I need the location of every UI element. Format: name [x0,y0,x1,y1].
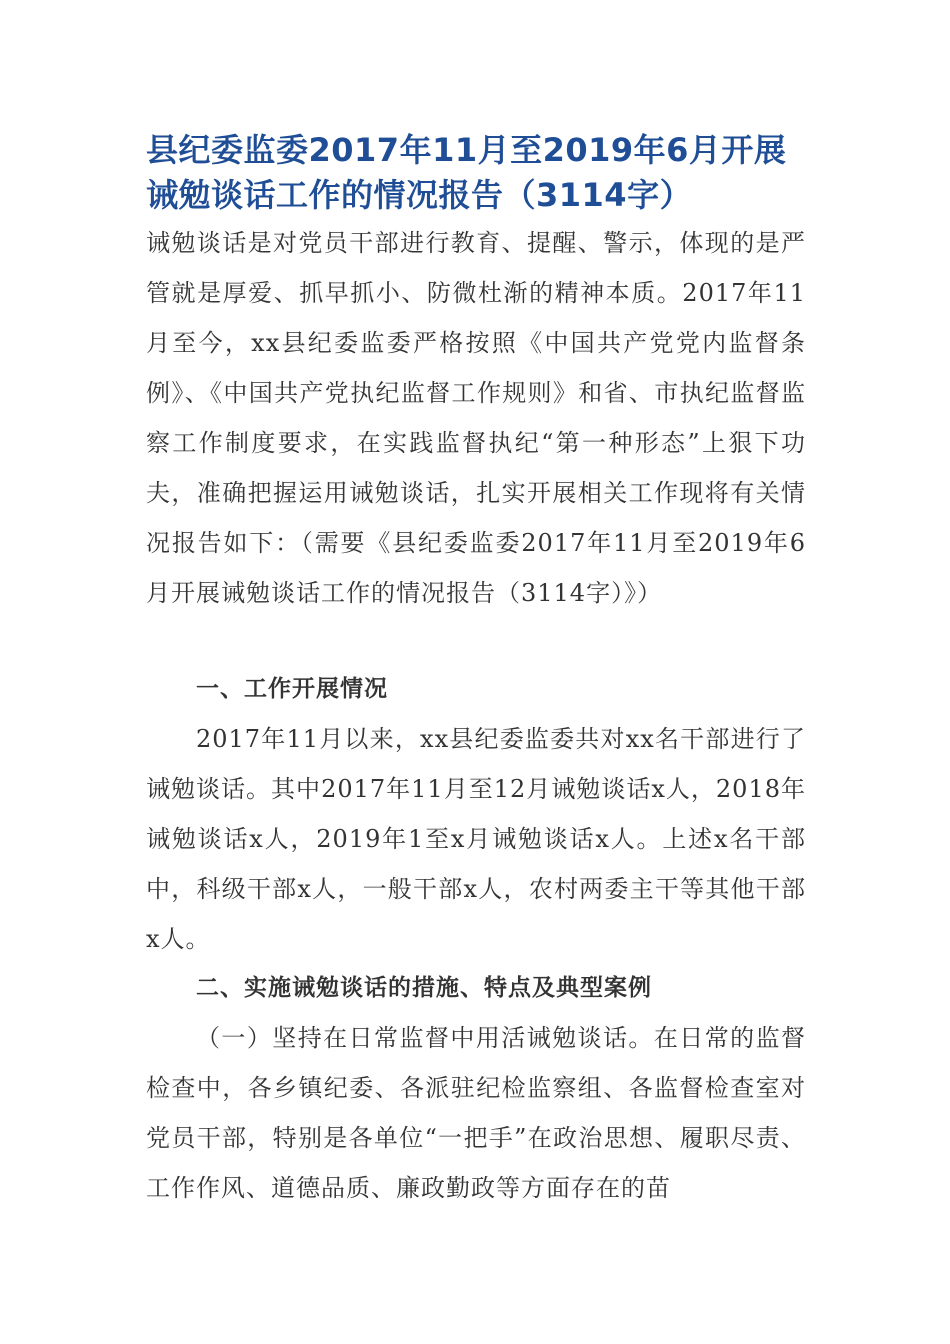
intro-paragraph: 诫勉谈话是对党员干部进行教育、提醒、警示，体现的是严管就是厚爱、抓早抓小、防微杜渐的精神本质。2017年11月至今，xx县纪委监委严格按照《中国共产党党内监督条例》、《中国共产党执纪监督工作规则》和省、市执纪监督监察工作制度要求，在实践监督执纪“第一种形态”上狠下功夫，准确把握运用诫勉谈话，扎实开展相关工作现将有关情况报告如下：（需要《县纪委监委2017年11月至2019年6月开展诫勉谈话工作的情况报告（3114字）》） [146,229,806,607]
section-2-heading: 二、实施诫勉谈话的措施、特点及典型案例 [196,975,652,1001]
section-2-paragraph: （一）坚持在日常监督中用活诫勉谈话。在日常的监督检查中，各乡镇纪委、各派驻纪检监察组、各监督检查室对党员干部，特别是各单位“一把手”在政治思想、履职尽责、工作作风、道德品质、廉政勤政等方面存在的苗 [146,1024,806,1202]
section-1-paragraph: 2017年11月以来，xx县纪委监委共对xx名干部进行了诫勉谈话。其中2017年11月至12月诫勉谈话x人，2018年诫勉谈话x人，2019年1至x月诫勉谈话x人。上述x名干部中，科级干部x人，一般干部x人，农村两委主干等其他干部x人。 [146,725,806,953]
document-title: 县纪委监委2017年11月至2019年6月开展诫勉谈话工作的情况报告（3114字） [146,131,787,214]
section-1-heading: 一、工作开展情况 [196,676,388,702]
